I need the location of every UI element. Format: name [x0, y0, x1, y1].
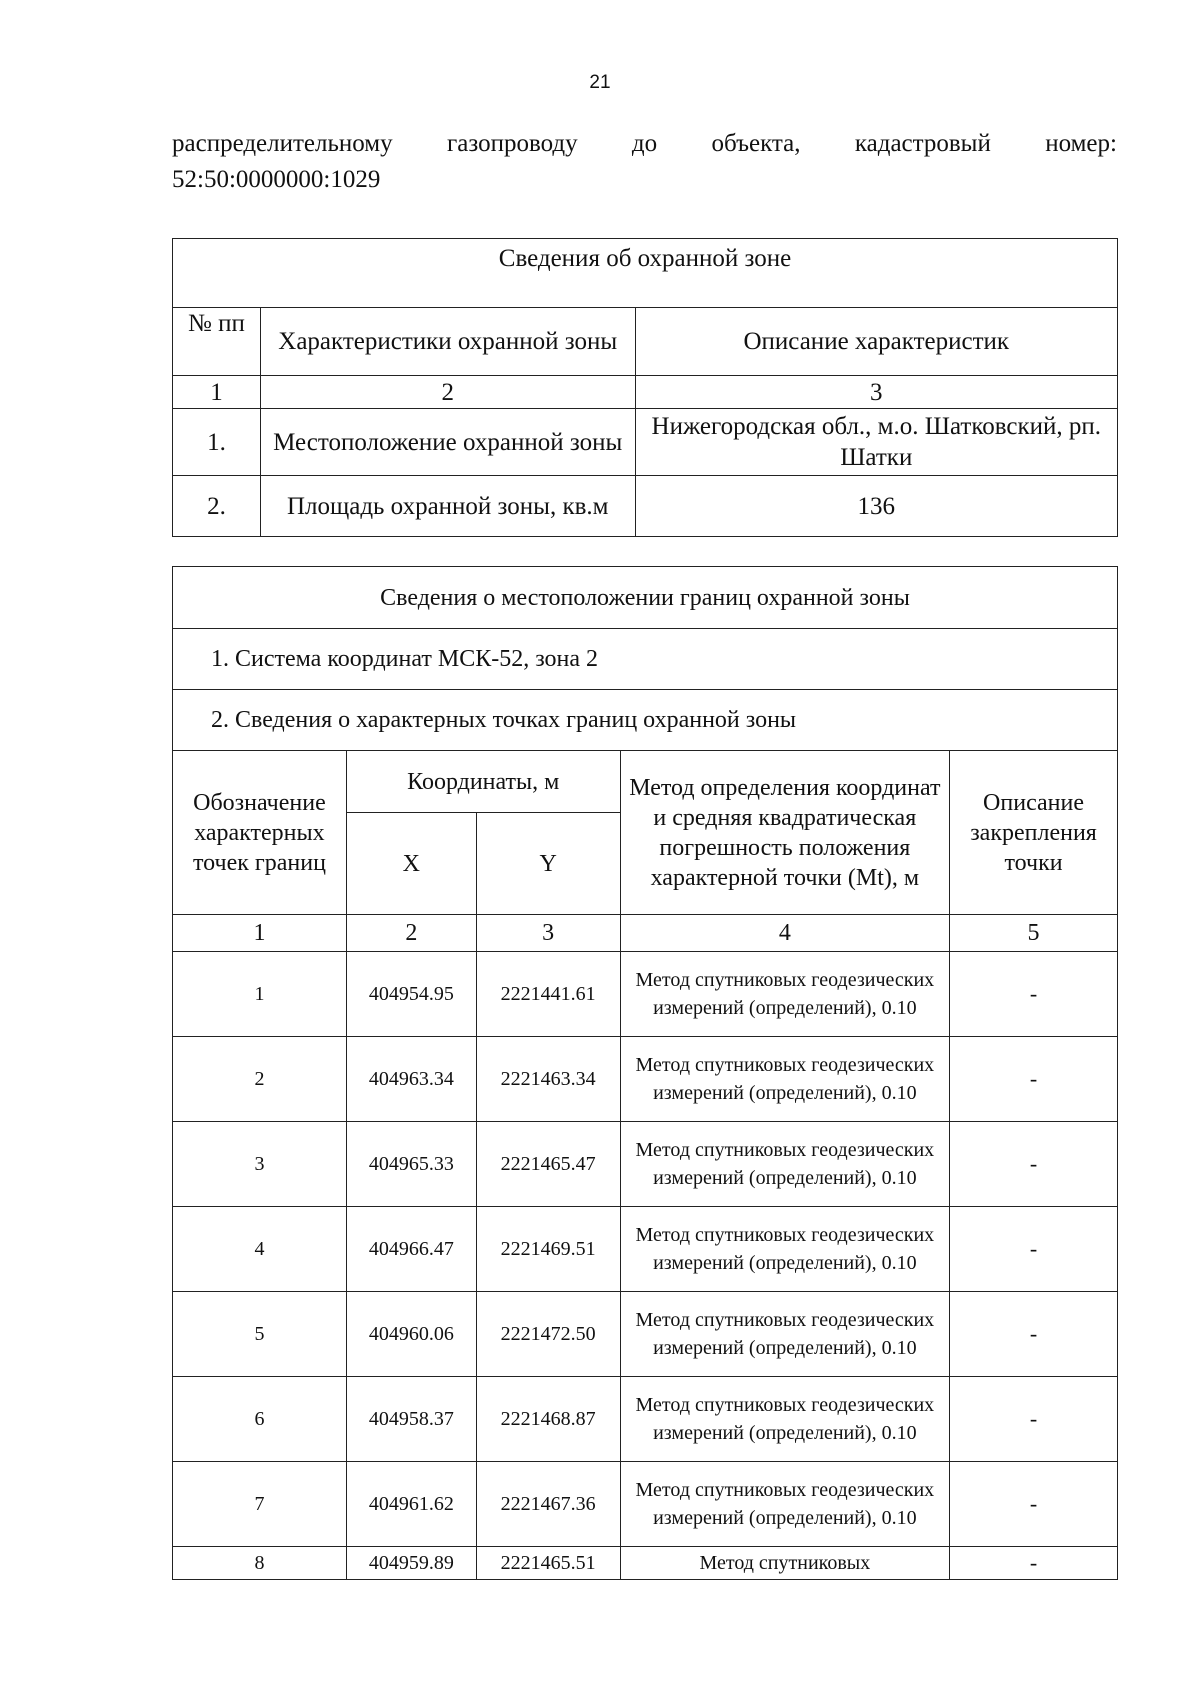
point-method: Метод спутниковых геодезических измерений (определений), 0.10 [620, 1292, 949, 1377]
page-number: 21 [589, 72, 611, 93]
point-y: 2221469.51 [476, 1207, 620, 1292]
point-method: Метод спутниковых [620, 1547, 949, 1580]
col-number: 2 [260, 376, 635, 409]
point-id: 7 [173, 1462, 347, 1547]
table-header-row [173, 751, 1118, 813]
header-x: X [346, 813, 476, 915]
col-number: 4 [620, 915, 949, 952]
point-x: 404961.62 [346, 1462, 476, 1547]
intro-word: кадастровый [854, 130, 991, 157]
header-y: Y [476, 813, 620, 915]
point-x: 404966.47 [346, 1207, 476, 1292]
point-x: 404954.95 [346, 952, 476, 1037]
col-number: 5 [950, 915, 1118, 952]
table-row [173, 1462, 1118, 1547]
row-characteristic: Площадь охранной зоны, кв.м [260, 476, 635, 537]
cadastral-number: 52:50:0000000:1029 [172, 166, 381, 193]
intro-word: объекта, [711, 130, 801, 157]
point-method: Метод спутниковых геодезических измерений (определений), 0.10 [620, 1207, 949, 1292]
row-description: Нижегородская обл., м.о. Шатковский, рп. Шатки [635, 409, 1117, 476]
point-method: Метод спутниковых геодезических измерений (определений), 0.10 [620, 1462, 949, 1547]
point-fixing: - [950, 1462, 1118, 1547]
table-row [173, 952, 1118, 1037]
point-y: 2221467.36 [476, 1462, 620, 1547]
intro-paragraph [172, 126, 1117, 198]
column-number-row [173, 915, 1118, 952]
table-row [173, 476, 1118, 537]
point-y: 2221472.50 [476, 1292, 620, 1377]
point-x: 404965.33 [346, 1122, 476, 1207]
point-method: Метод спутниковых геодезических измерений (определений), 0.10 [620, 1377, 949, 1462]
point-id: 1 [173, 952, 347, 1037]
points-subtitle: 2. Сведения о характерных точках границ охранной зоны [173, 690, 1118, 751]
table-row [173, 1207, 1118, 1292]
row-number: 2. [173, 476, 261, 537]
point-y: 2221441.61 [476, 952, 620, 1037]
point-method: Метод спутниковых геодезических измерений (определений), 0.10 [620, 952, 949, 1037]
point-method: Метод спутниковых геодезических измерений (определений), 0.10 [620, 1122, 949, 1207]
row-number: 1. [173, 409, 261, 476]
point-fixing: - [950, 1037, 1118, 1122]
table-header-row [173, 308, 1118, 376]
point-y: 2221465.47 [476, 1122, 620, 1207]
point-x: 404963.34 [346, 1037, 476, 1122]
coordinate-system-row [173, 629, 1118, 690]
row-description: 136 [635, 476, 1117, 537]
point-y: 2221463.34 [476, 1037, 620, 1122]
point-fixing: - [950, 1122, 1118, 1207]
table-row [173, 1037, 1118, 1122]
intro-word: до [631, 130, 658, 157]
point-id: 2 [173, 1037, 347, 1122]
table-row [173, 1292, 1118, 1377]
intro-word: распределительному [172, 130, 393, 157]
table-title-row [173, 567, 1118, 629]
coordinate-system: 1. Система координат МСК-52, зона 2 [173, 629, 1118, 690]
header-characteristic: Характеристики охранной зоны [260, 308, 635, 376]
col-number: 1 [173, 915, 347, 952]
point-x: 404960.06 [346, 1292, 476, 1377]
point-id: 3 [173, 1122, 347, 1207]
header-method: Метод определения координат и средняя квадратическая погрешность положения характерной точки (Mt), м [620, 751, 949, 915]
point-fixing: - [950, 1547, 1118, 1580]
table-row [173, 1547, 1118, 1580]
point-fixing: - [950, 952, 1118, 1037]
table-row [173, 409, 1118, 476]
header-number: № пп [173, 308, 261, 376]
row-characteristic: Местоположение охранной зоны [260, 409, 635, 476]
subtitle-row [173, 690, 1118, 751]
table-row [173, 1122, 1118, 1207]
header-coordinates: Координаты, м [346, 751, 620, 813]
header-description: Описание характеристик [635, 308, 1117, 376]
intro-line-1 [172, 126, 1117, 162]
intro-word: газопроводу [446, 130, 578, 157]
col-number: 3 [635, 376, 1117, 409]
point-y: 2221468.87 [476, 1377, 620, 1462]
point-x: 404959.89 [346, 1547, 476, 1580]
point-id: 5 [173, 1292, 347, 1377]
col-number: 1 [173, 376, 261, 409]
table-title-row [173, 239, 1118, 308]
zone-info-table [172, 238, 1118, 537]
point-id: 8 [173, 1547, 347, 1580]
point-id: 6 [173, 1377, 347, 1462]
col-number: 3 [476, 915, 620, 952]
header-designation: Обозначение характерных точек границ [173, 751, 347, 915]
zone-table-title: Сведения об охранной зоне [173, 239, 1118, 308]
point-fixing: - [950, 1207, 1118, 1292]
column-number-row [173, 376, 1118, 409]
header-fixing: Описание закрепления точки [950, 751, 1118, 915]
table-row [173, 1377, 1118, 1462]
point-x: 404958.37 [346, 1377, 476, 1462]
point-fixing: - [950, 1377, 1118, 1462]
point-fixing: - [950, 1292, 1118, 1377]
point-y: 2221465.51 [476, 1547, 620, 1580]
points-table-title: Сведения о местоположении границ охранной зоны [173, 567, 1118, 629]
point-method: Метод спутниковых геодезических измерений (определений), 0.10 [620, 1037, 949, 1122]
col-number: 2 [346, 915, 476, 952]
point-id: 4 [173, 1207, 347, 1292]
intro-word: номер: [1045, 130, 1117, 157]
boundary-points-table [172, 566, 1118, 1580]
